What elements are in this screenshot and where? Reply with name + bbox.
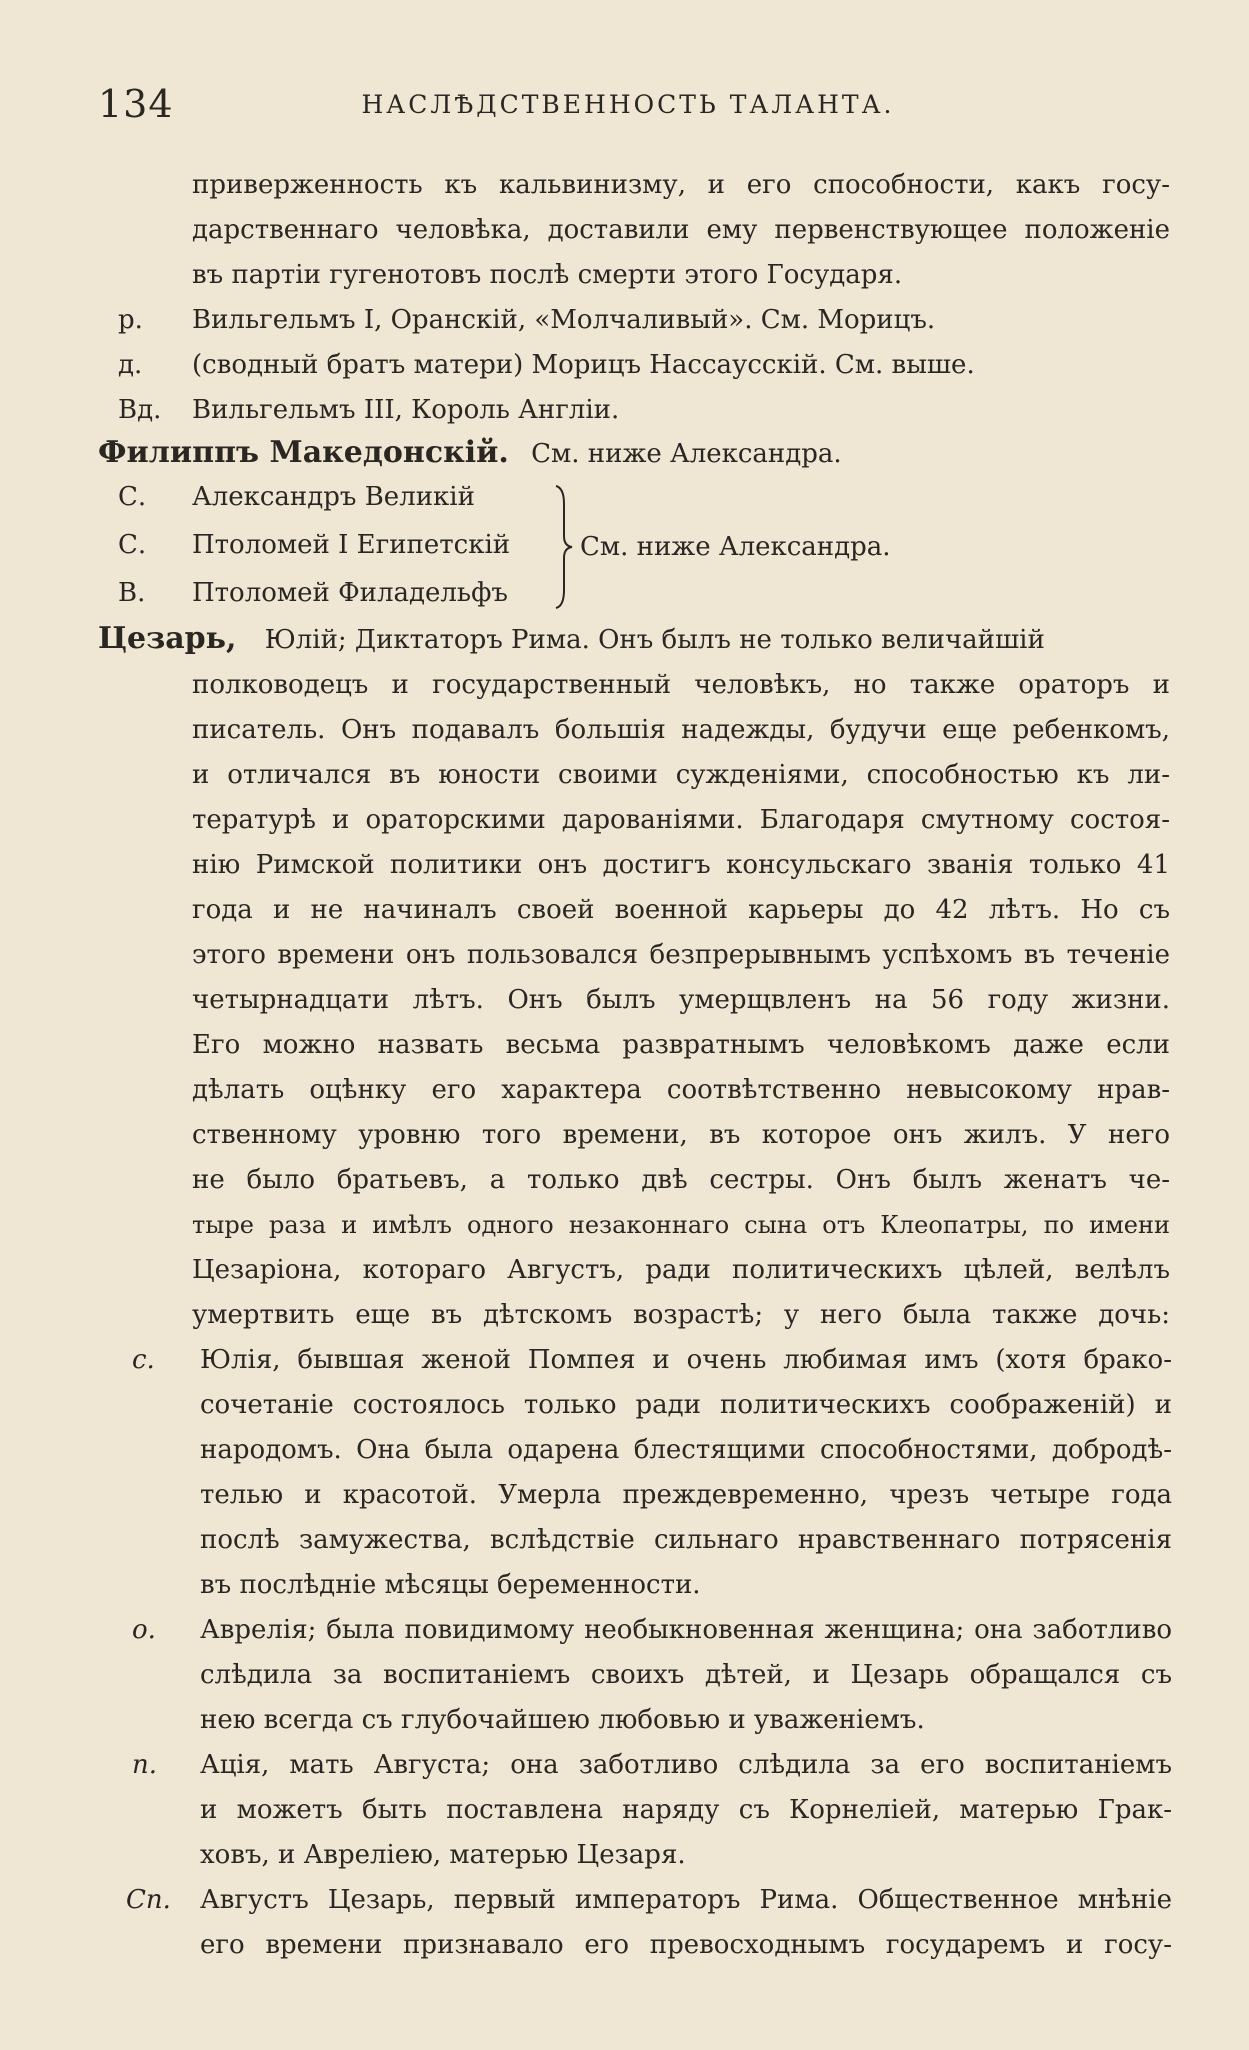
text-line: не было братьевъ, а только двѣ сестры. Онъ былъ женатъ че- (192, 1165, 1170, 1195)
entry-caesar (98, 622, 1170, 657)
text-line: этого времени онъ пользовался безпрерывнымъ успѣхомъ въ теченіе (192, 940, 1170, 970)
text-line: Вильгельмъ I, Оранскій, «Молчаливый». См. Морицъ. (192, 305, 936, 335)
relation-mark: С. (118, 482, 147, 512)
text-line: слѣдила за воспитаніемъ своихъ дѣтей, и Цезарь обращался съ (200, 1660, 1172, 1690)
text-line: Юлія, бывшая женой Помпея и очень любимая имъ (хотя бракo- (200, 1345, 1172, 1375)
text-line: дѣлать оцѣнку его характера соотвѣтственно невысокому нрав- (192, 1075, 1170, 1105)
entry-text: Юлій; Диктаторъ Рима. Онъ былъ не только величайшій (264, 625, 1045, 655)
relation-mark: п. (132, 1750, 158, 1780)
text-line: ственному уровню того времени, въ которое онъ жилъ. У него (192, 1120, 1170, 1150)
running-title: НАСЛѢДСТВЕННОСТЬ ТАЛАНТА. (361, 90, 895, 119)
text-line: Аврелія; была повидимому необыкновенная женщина; она заботливо (200, 1615, 1172, 1645)
text-line: Вильгельмъ III, Король Англіи. (192, 395, 620, 425)
text-line: Цезаріона, котораго Августъ, ради политическихъ цѣлей, велѣлъ (192, 1255, 1170, 1285)
relation-mark: Вд. (118, 395, 162, 425)
text-line: и отличался въ юности своими сужденіями, способностью къ ли- (192, 760, 1170, 790)
brace-note: См. ниже Александра. (580, 532, 891, 562)
text-line: Птоломей Филадельфъ (192, 578, 508, 608)
text-line: полководецъ и государственный человѣкъ, но также ораторъ и (192, 670, 1170, 700)
text-line: тературѣ и ораторскими дарованіями. Благодаря смутному состоя- (192, 805, 1170, 835)
relation-mark: д. (118, 350, 143, 380)
text-line: народомъ. Она была одарена блестящими способностями, добродѣ- (200, 1435, 1172, 1465)
text-line: дарственнаго человѣка, доставили ему первенствующее положеніе (192, 215, 1170, 245)
relation-mark: В. (118, 578, 146, 608)
entry-name: Цезарь, (98, 621, 237, 656)
text-line: нею всегда съ глубочайшею любовью и уваженіемъ. (200, 1705, 925, 1735)
text-line: четырнадцати лѣтъ. Онъ былъ умерщвленъ на 56 году жизни. (192, 985, 1170, 1015)
relation-mark: С. (118, 530, 147, 560)
text-line: умертвить еще въ дѣтскомъ возрастѣ; у него была также дочь: (192, 1300, 1170, 1330)
text-line: Александръ Великій (192, 482, 475, 512)
entry-name: Филиппъ Македонскій. (98, 435, 509, 470)
text-line: Августъ Цезарь, первый императоръ Рима. Общественное мнѣніе (200, 1885, 1172, 1915)
text-line: и можетъ быть поставлена наряду съ Корнеліей, матерью Грак- (200, 1795, 1172, 1825)
text-line: Его можно назвать весьма развратнымъ человѣкомъ даже если (192, 1030, 1170, 1060)
relation-mark: о. (132, 1615, 156, 1645)
text-line: въ послѣдніе мѣсяцы беременности. (200, 1570, 701, 1600)
entry-philip (98, 436, 842, 471)
text-line: приверженность къ кальвинизму, и его способности, какъ госу- (192, 170, 1170, 200)
relation-mark: р. (118, 305, 143, 335)
brace-icon (552, 484, 576, 610)
relation-mark: с. (132, 1345, 155, 1375)
text-line: Ацiя, мать Августа; она заботливо слѣдила за его воспитаніемъ (200, 1750, 1172, 1780)
text-line: телью и красотой. Умерла преждевременно, чрезъ четыре года (200, 1480, 1172, 1510)
text-line: его времени признавало его превосходнымъ государемъ и госу- (200, 1930, 1172, 1960)
text-line: въ партіи гугенотовъ послѣ смерти этого Государя. (192, 260, 903, 290)
text-line: тыре раза и имѣлъ одного незаконнаго сына отъ Клеопатры, по имени (192, 1211, 1170, 1239)
text-line: писатель. Онъ подавалъ большія надежды, будучи еще ребенкомъ, (192, 715, 1170, 745)
page-header (98, 82, 1158, 132)
text-line: послѣ замужества, вслѣдствіе сильнаго нравственнаго потрясенія (200, 1525, 1172, 1555)
text-line: нію Римской политики онъ достигъ консульскаго званія только 41 (192, 850, 1170, 880)
text-line: Птоломей I Египетскій (192, 530, 511, 560)
text-line: сочетаніе состоялось только ради политическихъ соображеній) и (200, 1390, 1172, 1420)
relation-mark: Сп. (126, 1885, 171, 1915)
page-number: 134 (98, 82, 174, 126)
text-line: года и не начиналъ своей военной карьеры до 42 лѣтъ. Но съ (192, 895, 1170, 925)
text-line: (сводный братъ матери) Морицъ Нассаусскій. См. выше. (192, 350, 975, 380)
entry-text: См. ниже Александра. (531, 439, 842, 469)
text-line: ховъ, и Авреліею, матерью Цезаря. (200, 1840, 686, 1870)
